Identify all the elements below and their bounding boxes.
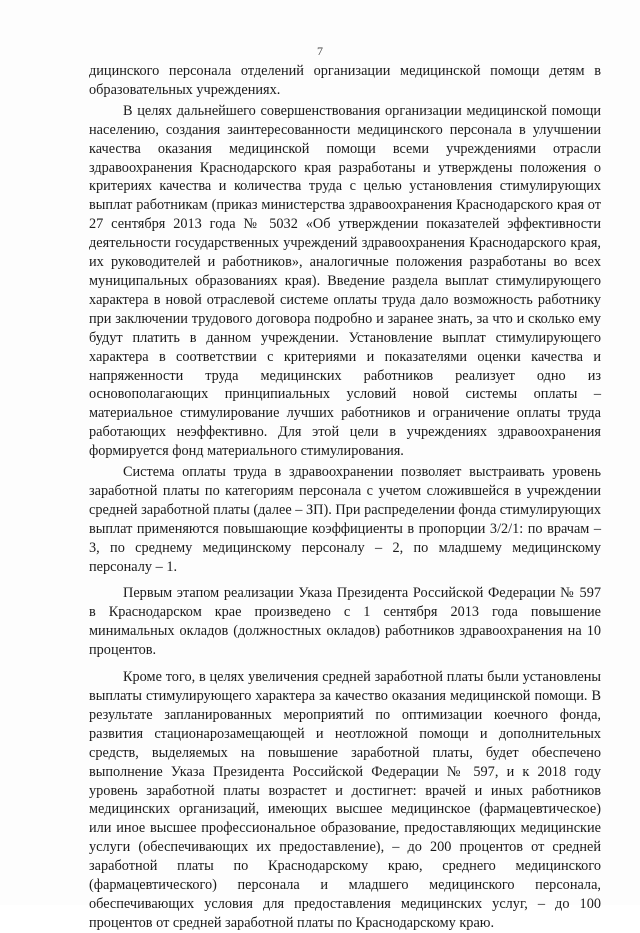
paragraph-3: Система оплаты труда в здравоохранении позволяет выстраивать уровень заработной платы по категориям персонала с учетом сложившейся в учреждении средней заработной платы (далее – ЗП). При распределении фонда стимулирующих выплат применяются повышающие коэффициенты в пропорции 3/2/1: по врачам – 3, по среднему медицинскому персоналу – 2, по младшему медицинскому персоналу – 1. [89,464,601,575]
paragraph-5: Кроме того, в целях увеличения средней заработной платы были установлены выплаты стимулирующего характера за качество оказания медицинской помощи. В результате запланированных мероприятий по оптимизации коечного фонда, развития стационарозамещающей и неотложной помощи и дополнительных средств, выделяемых на повышение заработной платы, будет обеспечено выполнение Указа Президента Российской Федерации № 597, и к 2018 году уровень заработной платы возрастет и достигнет: врачей и иных работников медицинских организаций, имеющих высшее медицинское (фармацевтическое) или иное высшее профессиональное образование, предоставляющих медицинские услуги (обеспечивающих их предоставление), – до 200 процентов от средней заработной платы по Краснодарскому краю, среднего медицинского (фармацевтического) персонала и младшего медицинского персонала, обеспечивающих условия для предоставления медицинских услуг, – до 100 процентов от средней заработной платы по Краснодарскому краю. [89,669,601,931]
paragraph-4: Первым этапом реализации Указа Президента Российской Федерации № 597 в Краснодарском крае произведено с 1 сентября 2013 года повышение минимальных окладов (должностных окладов) работников здравоохранения на 10 процентов. [89,585,601,659]
document-body [89,62,601,933]
paragraph-1: дицинского персонала отделений организации медицинской помощи детям в образовательных учреждениях. [89,63,601,98]
page-number: 7 [317,44,323,58]
paragraph-2: В целях дальнейшего совершенствования организации медицинской помощи населению, создания заинтересованности медицинского персонала в улучшении качества оказания медицинской помощи всеми учреждениями отрасли здравоохранения Краснодарского края разработаны и утверждены положения о критериях качества и количества труда с целью установления стимулирующих выплат работникам (приказ министерства здравоохранения Краснодарского края от 27 сентября 2013 года № 5032 «Об утверждении показателей эффективности деятельности государственных учреждений здравоохранения Краснодарского края, их руководителей и работников», аналогичные положения разработаны во всех муниципальных образованиях края). Введение раздела выплат стимулирующего характера в новой отраслевой системе оплаты труда дало возможность работнику при заключении трудового договора подробно и заранее знать, за что и сколько ему будут платить в данном учреждении. Установление выплат стимулирующего характера в соответствии с критериями и показателями оценки качества и напряженности труда медицинских работников реализует одно из основополагающих принципиальных условий новой системы оплаты – материальное стимулирование лучших работников и ограничение оплаты труда работающих неэффективно. Для этой цели в учреждениях здравоохранения формируется фонд материального стимулирования. [89,102,601,460]
